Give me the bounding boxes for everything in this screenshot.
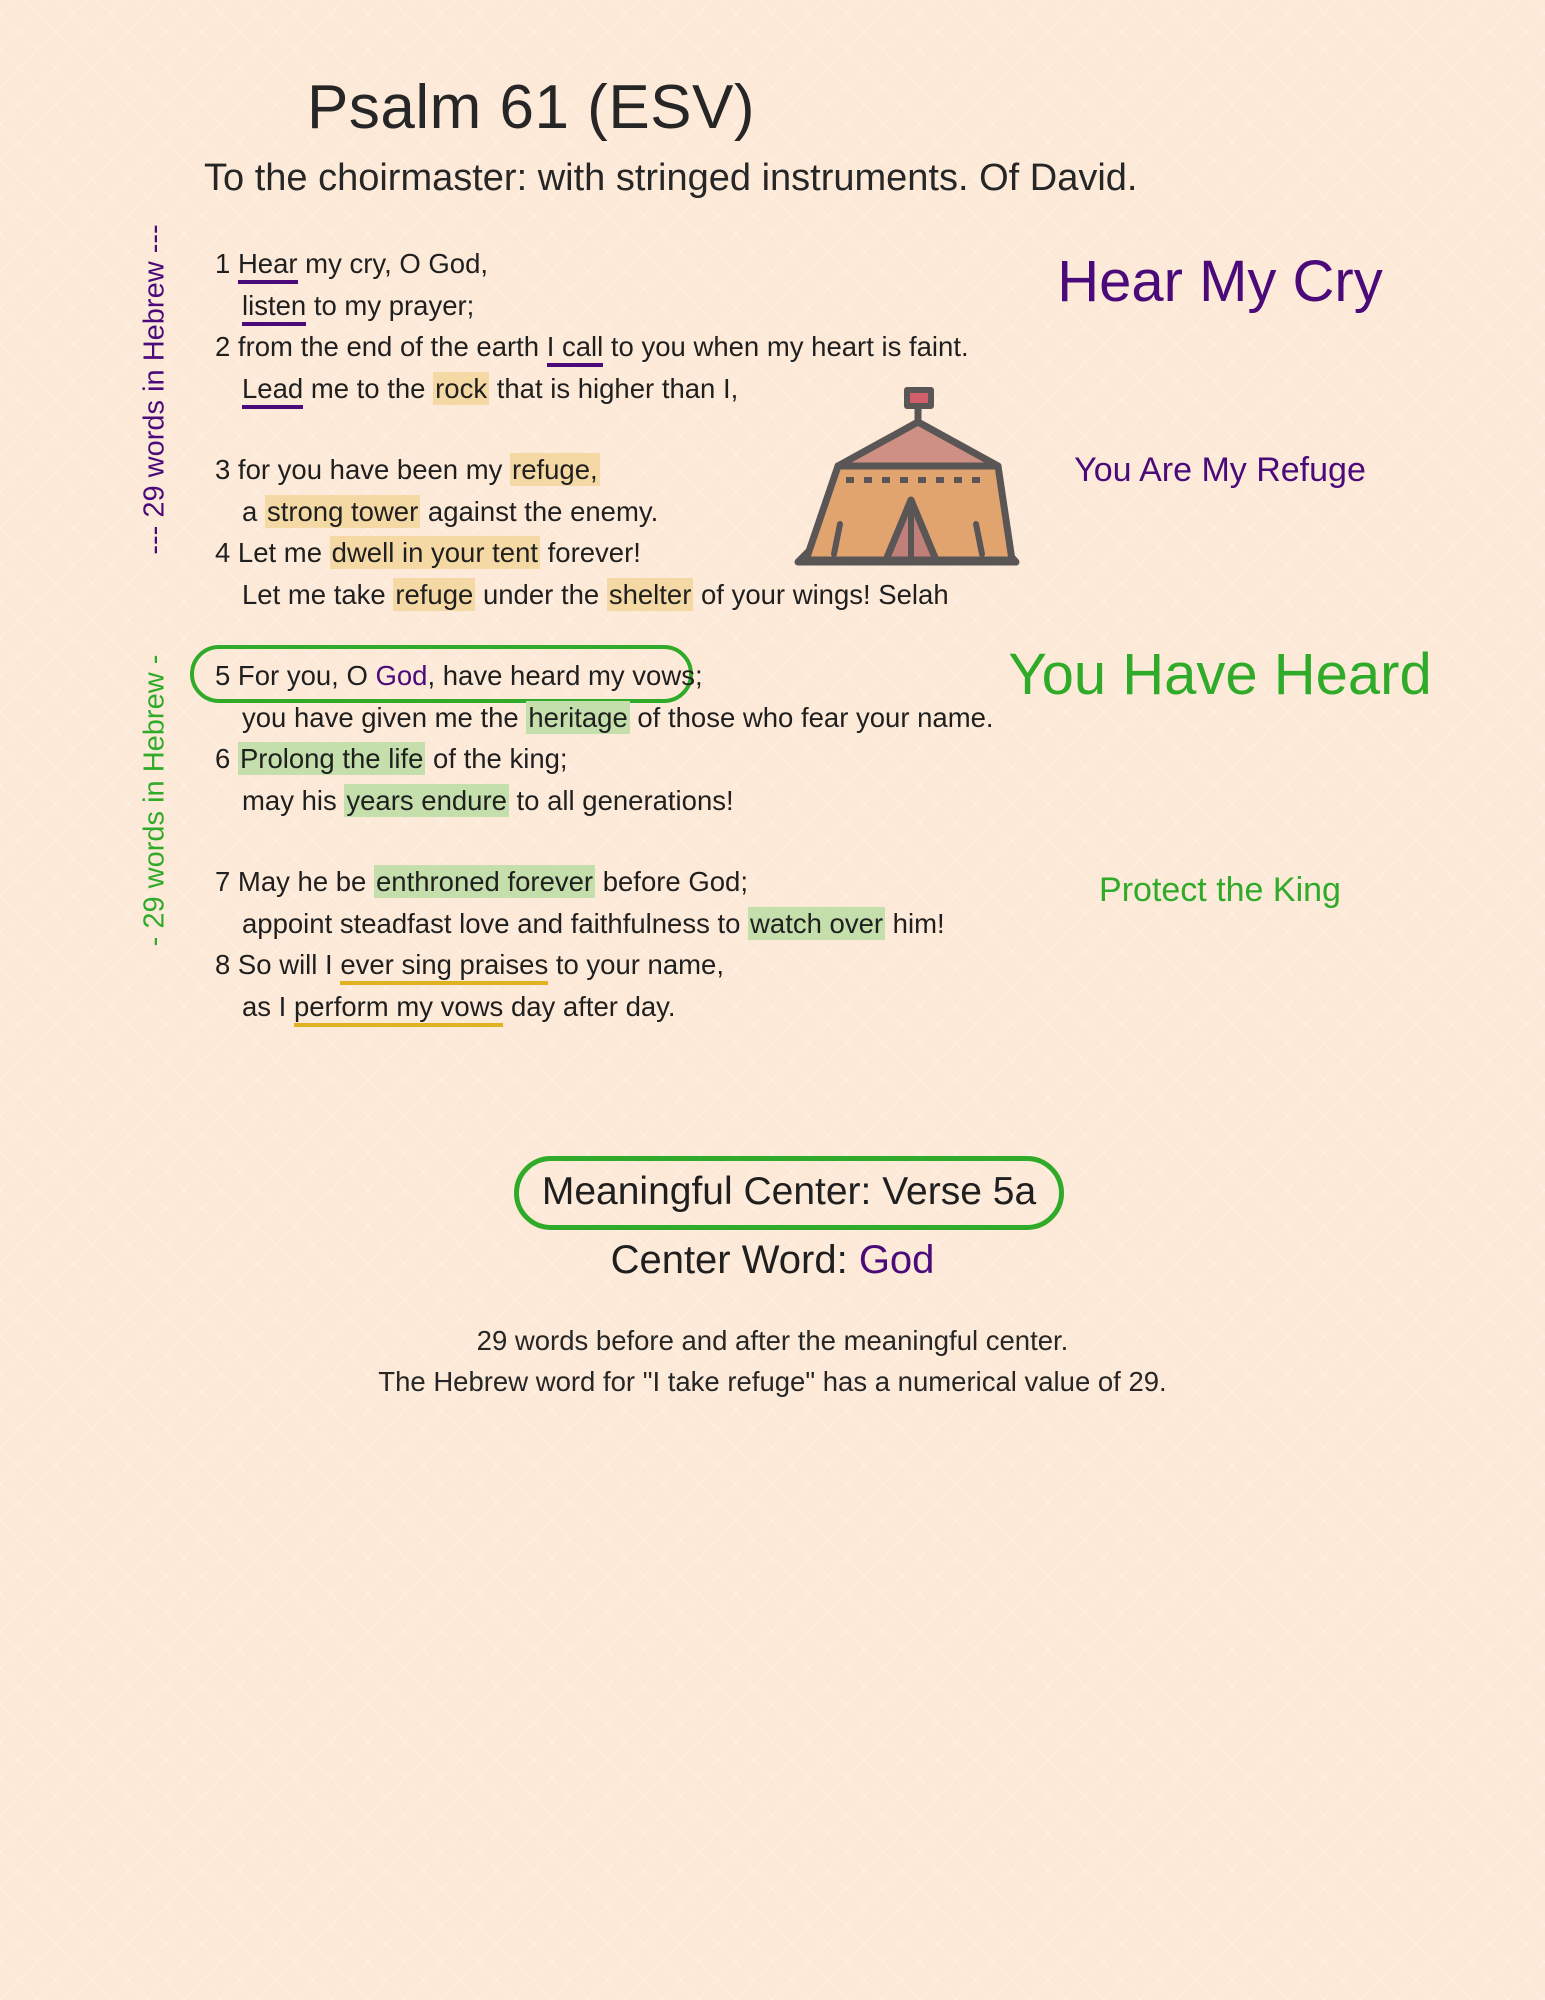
note-line-2: The Hebrew word for "I take refuge" has a numerical value of 29. bbox=[378, 1366, 1167, 1397]
center-word-value: God bbox=[858, 1238, 935, 1282]
highlight-heritage: heritage bbox=[528, 702, 628, 733]
verse-line-1: 1 Hear my cry, O God, bbox=[215, 247, 488, 281]
verse-line-14: appoint steadfast love and faithfulness to watch over him! bbox=[242, 908, 945, 939]
word-count-label-second: - 29 words in Hebrew - bbox=[138, 654, 171, 947]
keyword-i-call: I call bbox=[547, 331, 604, 367]
verse-line-12: may his years endure to all generations! bbox=[242, 785, 734, 816]
highlight-shelter: shelter bbox=[608, 579, 692, 610]
highlight-dwell-in-your-tent: dwell in your tent bbox=[331, 537, 539, 568]
word-count-label-first: --- 29 words in Hebrew --- bbox=[138, 224, 171, 555]
highlight-years-endure: years endure bbox=[346, 785, 507, 816]
verse-line-11: 6 Prolong the life of the king; bbox=[215, 743, 568, 774]
center-word-god: God bbox=[375, 660, 428, 691]
keyword-lead: Lead bbox=[242, 373, 303, 409]
verse-line-4: Lead me to the rock that is higher than I, bbox=[242, 372, 738, 406]
verse-line-10: you have given me the heritage of those who fear your name. bbox=[242, 702, 994, 733]
heading-you-are-my-refuge: You Are My Refuge bbox=[1074, 451, 1366, 489]
keyword-listen: listen bbox=[242, 290, 306, 326]
verse-line-2: listen to my prayer; bbox=[242, 289, 474, 323]
highlight-refuge: refuge, bbox=[512, 454, 598, 485]
verse-line-15: 8 So will I ever sing praises to your name, bbox=[215, 948, 724, 982]
center-word-label: Center Word: bbox=[610, 1238, 859, 1282]
verse-line-13: 7 May he be enthroned forever before God; bbox=[215, 866, 748, 897]
heading-protect-the-king: Protect the King bbox=[1099, 871, 1341, 909]
highlight-watch-over: watch over bbox=[750, 908, 884, 939]
keyword-perform-my-vows: perform my vows bbox=[294, 991, 503, 1027]
verse-line-5: 3 for you have been my refuge, bbox=[215, 454, 598, 485]
verse-line-3: 2 from the end of the earth I call to you when my heart is faint. bbox=[215, 330, 969, 364]
verse-line-16: as I perform my vows day after day. bbox=[242, 990, 676, 1024]
keyword-ever-sing-praises: ever sing praises bbox=[340, 949, 548, 985]
highlight-strong-tower: strong tower bbox=[266, 496, 419, 527]
keyword-hear: Hear bbox=[238, 248, 298, 284]
meaningful-center-badge: Meaningful Center: Verse 5a bbox=[514, 1156, 1064, 1230]
highlight-enthroned-forever: enthroned forever bbox=[375, 866, 594, 897]
heading-hear-my-cry: Hear My Cry bbox=[1057, 249, 1383, 314]
note-line-1: 29 words before and after the meaningful center. bbox=[476, 1325, 1069, 1356]
page-title: Psalm 61 (ESV) bbox=[307, 73, 756, 142]
heading-you-have-heard: You Have Heard bbox=[1008, 642, 1432, 707]
verse-line-9: 5 For you, O God, have heard my vows; bbox=[215, 660, 703, 691]
verse-line-8: Let me take refuge under the shelter of your wings! Selah bbox=[242, 579, 949, 610]
verse-line-6: a strong tower against the enemy. bbox=[242, 496, 659, 527]
highlight-prolong-the-life: Prolong the life bbox=[239, 743, 424, 774]
highlight-rock: rock bbox=[435, 373, 488, 404]
verse-line-7: 4 Let me dwell in your tent forever! bbox=[215, 537, 641, 568]
highlight-refuge-2: refuge bbox=[395, 579, 474, 610]
center-word-line bbox=[0, 1238, 1545, 1283]
tent-icon bbox=[794, 384, 1022, 584]
page-subtitle: To the choirmaster: with stringed instruments. Of David. bbox=[204, 157, 1138, 199]
